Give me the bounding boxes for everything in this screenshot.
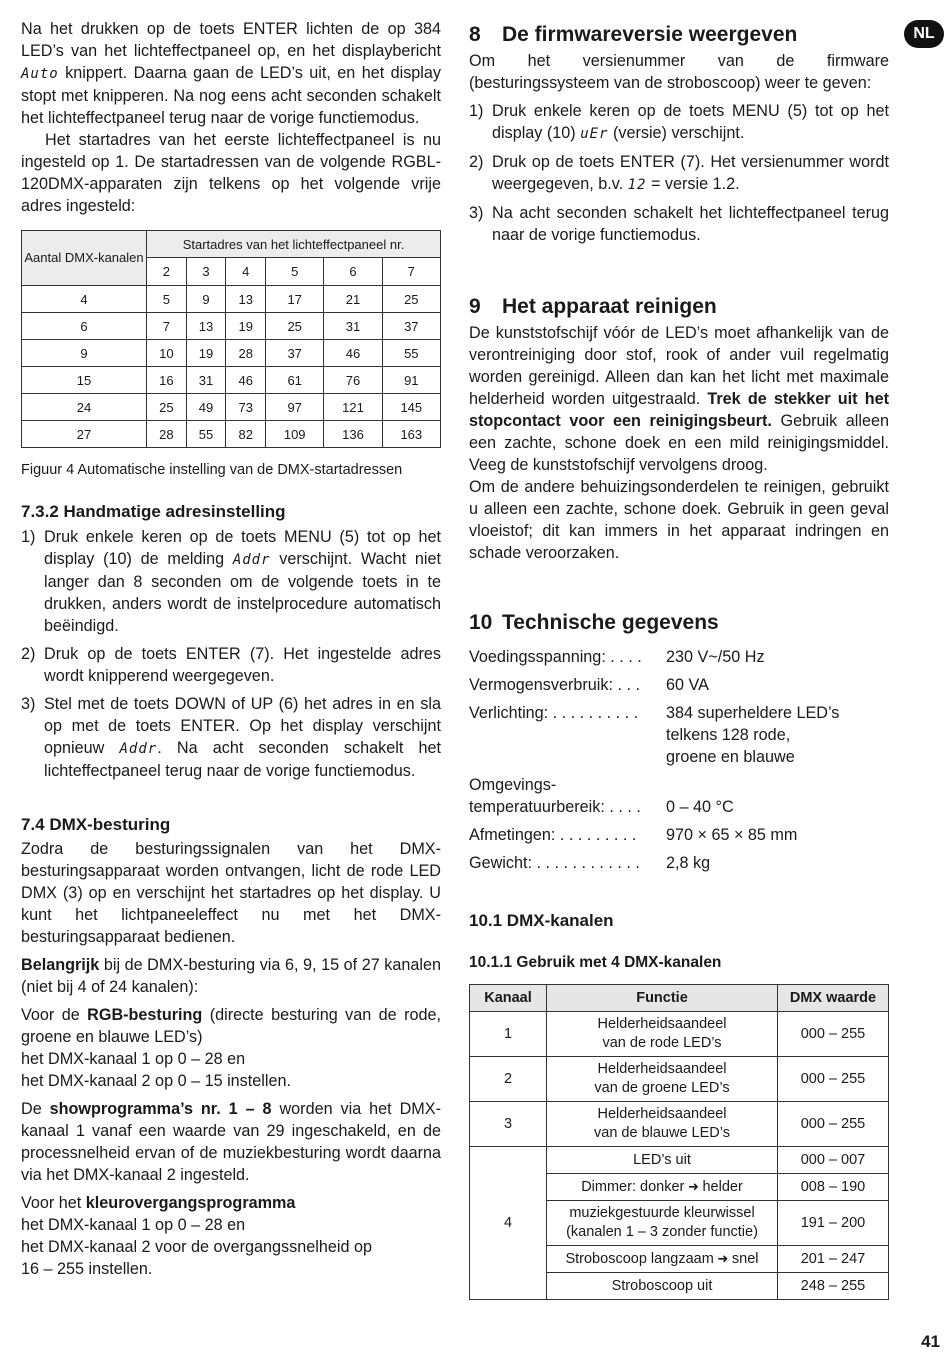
paragraph-color-transition: Voor het kleurovergangsprogramma het DMX-kanaal 1 op 0 – 28 en het DMX-kanaal 2 voor de overgangssnelheid op 16 – 255 instellen.: [21, 1194, 372, 1278]
paragraph-rgb: Voor de RGB-besturing (directe besturing van de rode, groene en blauwe LED’s) het DMX-kanaal 1 op 0 – 28 en het DMX-kanaal 2 op 0 – 15 instellen.: [21, 1006, 441, 1090]
spec-row: [469, 824, 889, 846]
step-text-rest: verschijnt. Wacht niet langer dan 8 seconden om de volgende toets in te drukken, anders wordt de instelprocedure automatisch beëindigd.: [44, 550, 441, 635]
spec-value: [666, 774, 889, 796]
lcd-text: Addr: [232, 552, 271, 568]
channel-count-cell: 15: [22, 367, 147, 394]
step-number: 1): [21, 528, 36, 546]
section-9-title: 9 Het apparaat reinigen: [469, 295, 717, 318]
start-address-cell: 16: [147, 367, 187, 394]
arrow-right-icon: ➜: [684, 1179, 703, 1194]
waarde-cell: 191 – 200: [778, 1201, 889, 1246]
header-functie: Functie: [547, 985, 778, 1012]
lcd-auto: Auto: [21, 66, 59, 82]
functie-text: helder: [702, 1179, 743, 1195]
kanaal-cell: 3: [470, 1102, 547, 1147]
list-item: [21, 526, 441, 637]
paragraph-show-programs: De showprogramma’s nr. 1 – 8 worden via het DMX-kanaal 1 vanaf een waarde van 29 ingeschakeld, en de processnelheid ervan of de muziekbesturing wordt daarna via het DMX-kanaal 2 ingesteld.: [21, 1100, 441, 1184]
functie-line: van de blauwe LED’s: [594, 1125, 730, 1141]
kanaal-cell: 1: [470, 1012, 547, 1057]
step-text: Druk op de toets ENTER (7). Het ingestelde adres wordt knipperend weergegeven.: [44, 645, 441, 685]
start-address-cell: 97: [266, 394, 324, 421]
section-10-1-title: 10.1 DMX-kanalen: [469, 911, 614, 930]
kanaal-cell: 2: [470, 1057, 547, 1102]
step-text: Druk op de toets ENTER (7). Het versienummer wordt weergegeven, b.v.: [492, 153, 889, 193]
spec-label: Vermogensverbruik: . . .: [469, 676, 640, 694]
functie-cell: [547, 1147, 778, 1174]
table-row: [22, 394, 441, 421]
spec-value: [666, 702, 889, 768]
functie-line: van de groene LED’s: [594, 1080, 730, 1096]
start-address-cell: 28: [226, 340, 266, 367]
spec-value-line: 0 – 40 °C: [666, 798, 734, 816]
header-kanaal: Kanaal: [470, 985, 547, 1012]
spec-row: [469, 646, 889, 668]
functie-line: Helderheidsaandeel: [597, 1106, 727, 1122]
start-address-cell: 9: [186, 286, 226, 313]
panel-number: 2: [147, 258, 187, 286]
start-address-cell: 49: [186, 394, 226, 421]
step-number: 2): [21, 645, 36, 663]
spec-row: [469, 702, 889, 768]
header-dmx-waarde: DMX waarde: [778, 985, 889, 1012]
start-address-cell: 25: [147, 394, 187, 421]
section-10-title: 10 Technische gegevens: [469, 611, 719, 634]
functie-line: Helderheidsaandeel: [597, 1016, 727, 1032]
start-address-cell: 46: [226, 367, 266, 394]
functie-cell: [547, 1174, 778, 1201]
section-8-title: 8 De firmwareversie weergeven: [469, 23, 798, 46]
start-address-cell: 55: [186, 421, 226, 448]
spec-label: temperatuurbereik: . . . .: [469, 798, 641, 816]
spec-value: [666, 852, 889, 874]
waarde-cell: 201 – 247: [778, 1246, 889, 1273]
waarde-cell: 000 – 007: [778, 1147, 889, 1174]
start-address-cell: 10: [147, 340, 187, 367]
paragraph-cleaning: De kunststofschijf vóór de LED’s moet afhankelijk van de verontreiniging door stof, rook of ander vuil regelmatig worden gereinigd. Alleen dan kan het licht met maximale helderheid worden uitgestraald. Trek de stekker uit het stopcontact voor een reinigingsbeurt. Gebruik alleen een zachte, schone doek en een mild reinigingsmiddel. Veeg de kunststofschijf vervolgens droog.: [469, 324, 889, 474]
waarde-cell: 248 – 255: [778, 1273, 889, 1300]
table-row: [22, 340, 441, 367]
paragraph-enter-result: Na het drukken op de toets ENTER lichten de op 384 LED’s van het lichteffectpaneel op, en het displaybericht Auto knippert. Daarna gaan de LED’s uit, en het display stopt met knipperen. Na nog eens acht seconden schakelt het lichteffectpaneel terug naar de vorige functiemodus.: [21, 20, 441, 127]
lcd-text: Addr: [119, 741, 158, 757]
spec-value-line: telkens 128 rode,: [666, 726, 791, 744]
list-item: [469, 100, 889, 145]
functie-text: LED’s uit: [633, 1151, 691, 1168]
step-number: 3): [469, 204, 484, 222]
functie-line: Helderheidsaandeel: [597, 1061, 727, 1077]
language-badge: NL: [904, 20, 944, 48]
start-address-cell: 7: [147, 313, 187, 340]
kanaal-cell: 4: [470, 1147, 547, 1300]
list-item: [21, 693, 441, 782]
functie-cell: [547, 1102, 778, 1147]
spec-label: Afmetingen: . . . . . . . . .: [469, 826, 637, 844]
start-address-cell: 21: [324, 286, 382, 313]
spec-row: [469, 674, 889, 696]
spec-value-line: groene en blauwe: [666, 748, 795, 766]
table-row: [470, 1012, 889, 1057]
functie-text: Dimmer: donker: [581, 1179, 685, 1195]
spec-value: [666, 646, 889, 668]
functie-cell: [547, 1246, 778, 1273]
list-item: [21, 643, 441, 687]
panel-number: 3: [186, 258, 226, 286]
spec-value: [666, 674, 889, 696]
table-row: [470, 1057, 889, 1102]
start-address-cell: 136: [324, 421, 382, 448]
channel-count-cell: 9: [22, 340, 147, 367]
functie-cell: [547, 1273, 778, 1300]
start-address-cell: 17: [266, 286, 324, 313]
channel-count-cell: 24: [22, 394, 147, 421]
start-address-header: Startadres van het lichteffectpaneel nr.: [147, 231, 441, 258]
step-number: 3): [21, 695, 36, 713]
paragraph-important: Belangrijk bij de DMX-besturing via 6, 9, 15 of 27 kanalen (niet bij 4 of 24 kanalen):: [21, 956, 441, 996]
start-address-cell: 76: [324, 367, 382, 394]
table-row: [470, 1147, 889, 1174]
start-address-cell: 145: [382, 394, 440, 421]
manual-address-steps: [21, 526, 441, 782]
start-address-cell: 163: [382, 421, 440, 448]
waarde-cell: 000 – 255: [778, 1057, 889, 1102]
section-7-3-2-title: 7.3.2 Handmatige adresinstelling: [21, 502, 286, 521]
table-row: [470, 1102, 889, 1147]
paragraph-cleaning-housing: Om de andere behuizingsonderdelen te reinigen, gebruikt u alleen een zachte, schone doek. Gebruik in geen geval vloeistof; dit kan immers in het apparaat indringen en schade veroorzaken.: [469, 478, 889, 562]
spec-value: [666, 824, 889, 846]
spec-row: [469, 774, 889, 796]
functie-cell: [547, 1057, 778, 1102]
left-column: [21, 18, 441, 1280]
panel-number: 7: [382, 258, 440, 286]
step-text: Druk enkele keren op de toets MENU (5) tot op het display (10) de melding: [44, 528, 441, 568]
start-address-cell: 73: [226, 394, 266, 421]
functie-line: (kanalen 1 – 3 zonder functie): [566, 1224, 758, 1240]
functie-text: snel: [731, 1251, 759, 1267]
channel-count-cell: 27: [22, 421, 147, 448]
table-row: [22, 421, 441, 448]
step-text-rest: . Na acht seconden schakelt het lichteffectpaneel terug naar de vorige functiemodus.: [44, 739, 441, 780]
waarde-cell: 000 – 255: [778, 1012, 889, 1057]
start-address-cell: 91: [382, 367, 440, 394]
arrow-right-icon: ➜: [713, 1251, 732, 1266]
start-address-cell: 109: [266, 421, 324, 448]
spec-value-line: 384 superheldere LED’s: [666, 704, 840, 722]
spec-value-line: 970 × 65 × 85 mm: [666, 826, 798, 844]
spec-value-line: 2,8 kg: [666, 854, 711, 872]
start-address-cell: 55: [382, 340, 440, 367]
functie-cell: [547, 1012, 778, 1057]
list-item: [469, 151, 889, 196]
table-row: [22, 286, 441, 313]
channels-header: Aantal DMX-kanalen: [22, 231, 147, 286]
spec-value-line: 60 VA: [666, 676, 709, 694]
step-number: 2): [469, 153, 484, 171]
spec-value-line: 230 V~/50 Hz: [666, 648, 765, 666]
functie-text: Stroboscoop langzaam: [565, 1251, 714, 1267]
list-item: [469, 202, 889, 246]
table-row: [22, 313, 441, 340]
spec-label: Verlichting: . . . . . . . . . .: [469, 704, 639, 722]
spec-row: [469, 796, 889, 818]
technical-specs: [469, 646, 889, 874]
lcd-text: 12: [627, 177, 647, 193]
start-address-table: [21, 230, 441, 448]
section-7-4-title: 7.4 DMX-besturing: [21, 815, 171, 834]
channel-count-cell: 4: [22, 286, 147, 313]
start-address-cell: 5: [147, 286, 187, 313]
start-address-cell: 46: [324, 340, 382, 367]
paragraph-firmware-intro: Om het versienummer van de firmware (besturingssysteem van de stroboscoop) weer te geven:: [469, 52, 889, 92]
channel-count-cell: 6: [22, 313, 147, 340]
start-address-cell: 61: [266, 367, 324, 394]
start-address-cell: 13: [226, 286, 266, 313]
step-text-rest: = versie 1.2.: [650, 175, 740, 193]
panel-number: 6: [324, 258, 382, 286]
spec-label: Omgevings-: [469, 776, 557, 794]
start-address-cell: 121: [324, 394, 382, 421]
paragraph-start-address: Het startadres van het eerste lichteffectpaneel is nu ingesteld op 1. De startadressen van de volgende RGBL-120DMX-apparaten zijn telkens op het volgende vrije adres ingesteld:: [21, 131, 441, 215]
figure-caption: Figuur 4 Automatische instelling van de DMX-startadressen: [21, 462, 403, 478]
spec-label: Voedingsspanning: . . . .: [469, 648, 642, 666]
step-number: 1): [469, 102, 484, 120]
waarde-cell: 000 – 255: [778, 1102, 889, 1147]
start-address-cell: 28: [147, 421, 187, 448]
functie-line: van de rode LED’s: [602, 1035, 722, 1051]
start-address-cell: 82: [226, 421, 266, 448]
paragraph-dmx-control: Zodra de besturingssignalen van het DMX-besturingsapparaat worden ontvangen, licht de rode LED DMX (3) op en verschijnt het startadres op het display. U kunt het lichtpaneeleffect nu met het DMX-besturingsapparaat bedienen.: [21, 840, 441, 946]
table-row: [22, 367, 441, 394]
functie-text: Stroboscoop uit: [611, 1277, 713, 1294]
spec-row: [469, 852, 889, 874]
start-address-cell: 37: [266, 340, 324, 367]
waarde-cell: 008 – 190: [778, 1174, 889, 1201]
start-address-cell: 37: [382, 313, 440, 340]
section-10-1-1-title: 10.1.1 Gebruik met 4 DMX-kanalen: [469, 954, 722, 971]
start-address-cell: 31: [324, 313, 382, 340]
lcd-text: uEr: [580, 126, 609, 142]
panel-number: 4: [226, 258, 266, 286]
functie-cell: [547, 1201, 778, 1246]
firmware-steps: [469, 100, 889, 246]
start-address-cell: 25: [266, 313, 324, 340]
step-text: Druk enkele keren op de toets MENU (5) tot op het display (10): [492, 102, 889, 142]
start-address-cell: 19: [186, 340, 226, 367]
page-number: 41: [921, 1332, 940, 1351]
right-column: [469, 18, 889, 1300]
step-text: Stel met de toets DOWN of UP (6) het adres in en sla op met de toets ENTER. Op het display verschijnt opnieuw: [44, 695, 441, 757]
panel-number: 5: [266, 258, 324, 286]
dmx-channel-table: [469, 984, 889, 1300]
step-text: Na acht seconden schakelt het lichteffectpaneel terug naar de vorige functiemodus.: [492, 204, 889, 244]
start-address-cell: 13: [186, 313, 226, 340]
start-address-cell: 25: [382, 286, 440, 313]
start-address-cell: 19: [226, 313, 266, 340]
functie-line: muziekgestuurde kleurwissel: [569, 1205, 755, 1221]
spec-label: Gewicht: . . . . . . . . . . . .: [469, 854, 640, 872]
step-text-rest: (versie) verschijnt.: [612, 124, 745, 142]
spec-value: [666, 796, 889, 818]
start-address-cell: 31: [186, 367, 226, 394]
